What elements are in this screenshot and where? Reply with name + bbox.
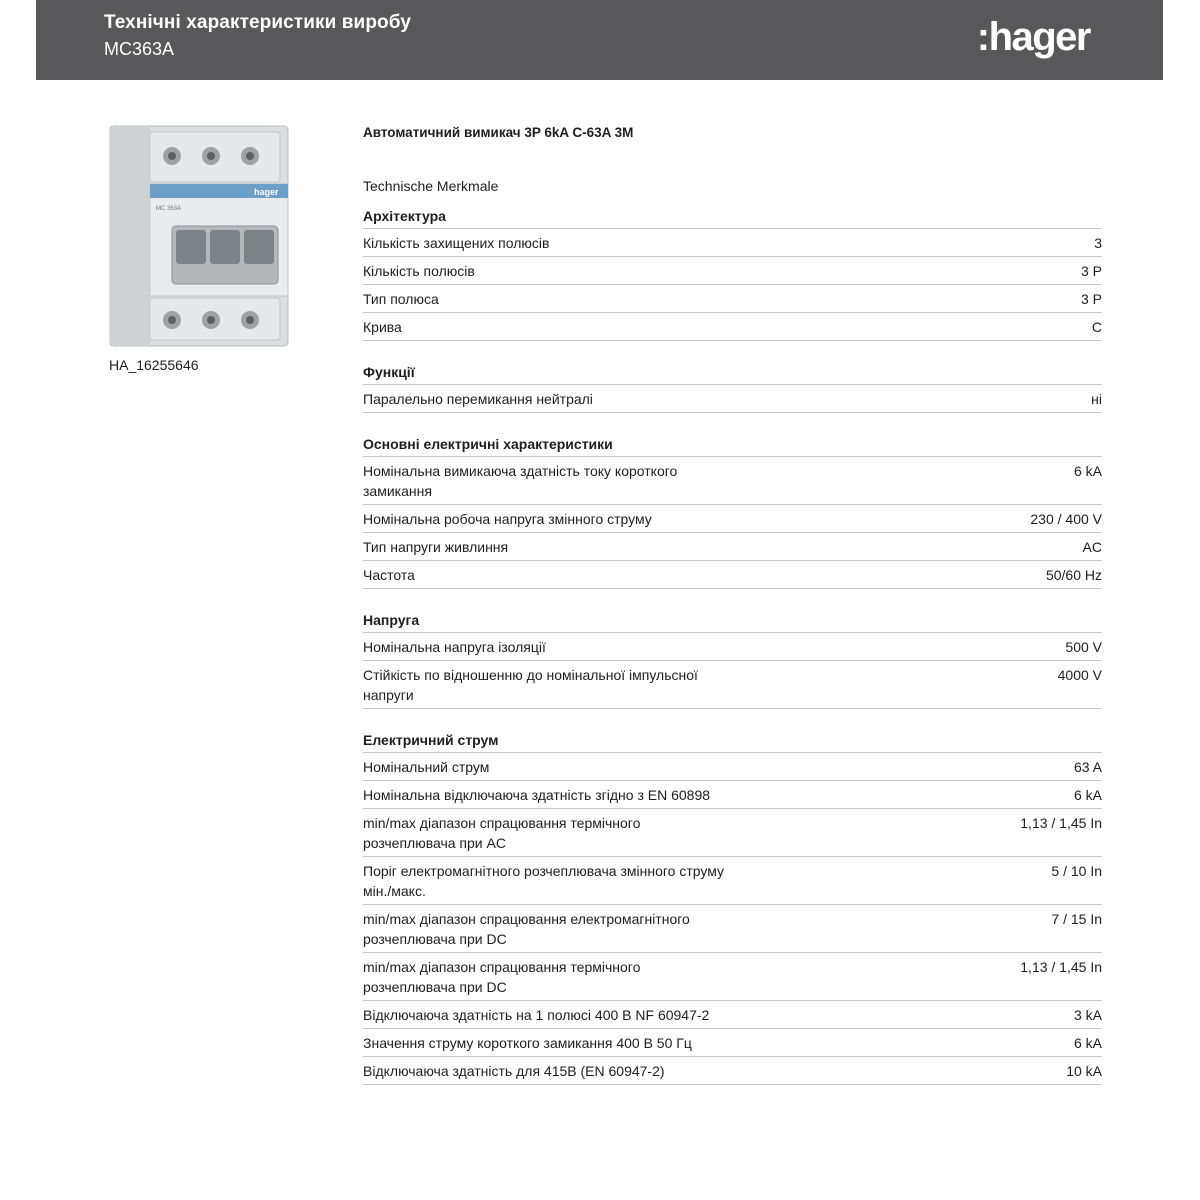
spec-value: AC: [1082, 539, 1102, 555]
spec-value: 6 kA: [1073, 1035, 1102, 1051]
spec-row: [363, 753, 1102, 781]
spec-row: [363, 385, 1102, 413]
spec-row: [363, 285, 1102, 313]
spec-row: [363, 313, 1102, 341]
spec-label: min/max діапазон спрацювання електромагнітного розчеплювача при DC: [363, 911, 690, 947]
spec-row: [363, 661, 1102, 709]
spec-row: [363, 809, 1102, 857]
spec-value: 1,13 / 1,45 In: [1020, 815, 1102, 831]
spec-group: [363, 731, 1102, 1085]
spec-row: [363, 905, 1102, 953]
spec-value: 7 / 15 In: [1051, 911, 1102, 927]
spec-value: 10 kA: [1066, 1063, 1102, 1079]
page-header: [36, 0, 1163, 80]
device-brand-text: hager: [254, 187, 279, 197]
spec-label: Номінальний струм: [363, 759, 490, 775]
spec-label: Крива: [363, 319, 402, 335]
spec-groups: [363, 207, 1102, 1085]
spec-label: Номінальна вимикаюча здатність току короткого замикання: [363, 463, 678, 499]
spec-row: [363, 229, 1102, 257]
hager-logo: :hager: [976, 15, 1090, 59]
spec-group: [363, 207, 1102, 341]
spec-row: [363, 633, 1102, 661]
spec-value: C: [1091, 319, 1102, 335]
spec-group: [363, 435, 1102, 589]
spec-value: 5 / 10 In: [1051, 863, 1102, 879]
spec-group-title: Основні електричні характеристики: [363, 435, 1102, 457]
spec-label: Кількість полюсів: [363, 263, 475, 279]
spec-value: 3: [1094, 235, 1102, 251]
page-title: Технічні характеристики виробу: [104, 12, 411, 33]
spec-value: 1,13 / 1,45 In: [1020, 959, 1102, 975]
spec-row: [363, 857, 1102, 905]
spec-value: ні: [1091, 391, 1102, 407]
spec-label: Тип напруги живлиння: [363, 539, 509, 555]
spec-row: [363, 533, 1102, 561]
spec-content: [363, 124, 1102, 1107]
spec-row: [363, 257, 1102, 285]
spec-label: Тип полюса: [363, 291, 439, 307]
spec-value: 50/60 Hz: [1045, 567, 1102, 583]
spec-value: 500 V: [1065, 639, 1102, 655]
spec-row: [363, 457, 1102, 505]
spec-group: [363, 363, 1102, 413]
product-subtitle: Technische Merkmale: [363, 178, 499, 194]
spec-row: [363, 561, 1102, 589]
spec-label: min/max діапазон спрацювання термічного розчеплювача при AC: [363, 815, 641, 851]
spec-group-title: Архітектура: [363, 207, 1102, 229]
spec-row: [363, 505, 1102, 533]
spec-value: 3 kA: [1073, 1007, 1102, 1023]
spec-label: Номінальна робоча напруга змінного струму: [363, 511, 652, 527]
spec-label: Відключаюча здатність на 1 полюсі 400 В NF 60947-2: [363, 1007, 710, 1023]
spec-label: Номінальна напруга ізоляції: [363, 639, 546, 655]
spec-row: [363, 781, 1102, 809]
spec-value: 6 kA: [1073, 463, 1102, 479]
spec-label: Паралельно перемикання нейтралі: [363, 391, 593, 407]
spec-value: 3 P: [1080, 291, 1102, 307]
circuit-breaker-image: [104, 118, 294, 350]
product-code: MC363A: [104, 39, 175, 59]
spec-value: 63 A: [1073, 759, 1102, 775]
spec-value: 6 kA: [1073, 787, 1102, 803]
spec-row: [363, 1029, 1102, 1057]
spec-label: min/max діапазон спрацювання термічного розчеплювача при DC: [363, 959, 641, 995]
spec-row: [363, 953, 1102, 1001]
spec-label: Частота: [363, 567, 415, 583]
product-title: Автоматичний вимикач 3P 6kA C-63A 3M: [363, 125, 634, 140]
spec-value: 3 P: [1080, 263, 1102, 279]
spec-value: 230 / 400 V: [1030, 511, 1102, 527]
spec-group: [363, 611, 1102, 709]
spec-group-title: Функції: [363, 363, 1102, 385]
device-model-text: MC 363A: [156, 206, 182, 212]
spec-label: Номінальна відключаюча здатність згідно з EN 60898: [363, 787, 711, 803]
spec-group-title: Електричний струм: [363, 731, 1102, 753]
spec-label: Стійкість по відношенню до номінальної імпульсної напруги: [363, 667, 698, 703]
spec-value: 4000 V: [1057, 667, 1102, 683]
spec-label: Поріг електромагнітного розчеплювача змінного струму мін./макс.: [363, 863, 725, 899]
spec-row: [363, 1057, 1102, 1085]
spec-label: Відключаюча здатність для 415В (EN 60947-2): [363, 1063, 665, 1079]
spec-group-title: Напруга: [363, 611, 1102, 633]
spec-row: [363, 1001, 1102, 1029]
image-caption: HA_16255646: [109, 357, 199, 373]
spec-label: Значення струму короткого замикання 400 В 50 Гц: [363, 1035, 692, 1051]
spec-label: Кількість захищених полюсів: [363, 235, 550, 251]
